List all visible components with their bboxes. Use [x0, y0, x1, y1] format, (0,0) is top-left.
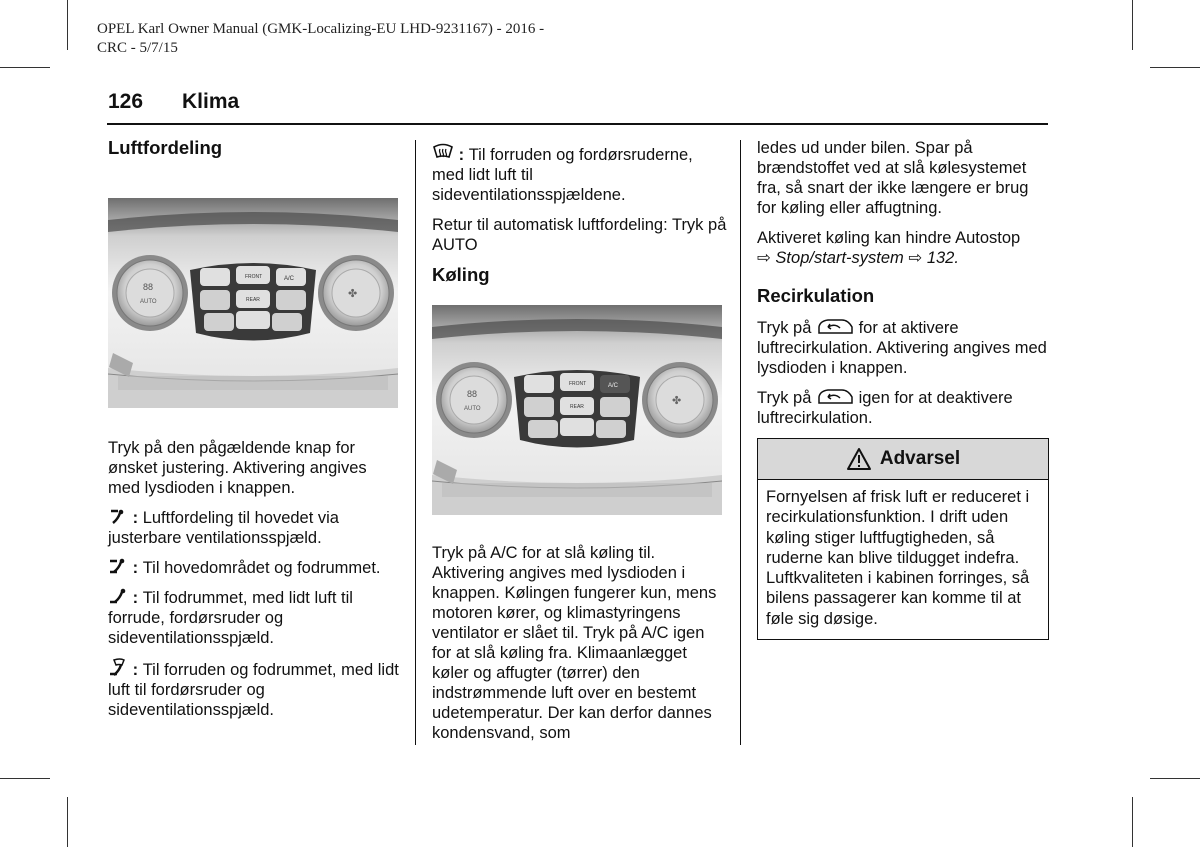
autostop-text: Aktiveret køling kan hindre Autostop [757, 229, 1021, 247]
page-title: Klima [182, 90, 240, 113]
windshield-defrost-icon [432, 143, 454, 163]
ac-label: A/C [284, 276, 295, 282]
climate-panel-ac-figure [432, 305, 722, 515]
recirc-on-post: for at aktivere luftrecirkulation. Aktivering angives med lysdioden i knappen. [757, 319, 1047, 377]
heading-luftfordeling: Luftfordeling [108, 137, 223, 158]
warning-header [758, 439, 1048, 480]
header-line-1: OPEL Karl Owner Manual (GMK-Localizing-EU LHD-9231167) - 2016 - [97, 21, 545, 37]
crop-mark [0, 67, 50, 68]
page-number: 126 [108, 90, 144, 113]
item-face-floor-vent: : Til hovedområdet og fodrummet. [108, 558, 400, 578]
manual-header [97, 20, 617, 58]
column-left [108, 138, 400, 730]
reference-link[interactable]: Stop/start-system [775, 249, 904, 267]
crop-mark [67, 0, 68, 50]
auto-label: AUTO [140, 299, 157, 305]
warning-box [757, 438, 1049, 640]
column-divider [740, 140, 741, 745]
heading-koling: Køling [432, 264, 490, 285]
header-line-2: CRC - 5/7/15 [97, 40, 178, 56]
svg-text:✤: ✤ [348, 287, 358, 300]
face-floor-vent-icon [108, 558, 128, 576]
warning-text: Fornyelsen af frisk luft er reduceret i recirkulationsfunktion. I drift uden køling stiger luftfugtigheden, så ruderne kan blive tildugget indefra. Luftkvaliteten i kabinen forringes, så bilens passagerer kan komme til at føle sig døsige. [766, 488, 1030, 628]
recirc-off-pre: Tryk på [757, 389, 812, 407]
recirculation-icon [816, 318, 854, 336]
reference-arrow-icon: ⇨ [757, 249, 771, 267]
heading-recirkulation: Recirkulation [757, 285, 875, 306]
autostop-paragraph [757, 228, 1049, 268]
reference-page: 132. [926, 249, 959, 267]
item-floor-vent: : Til fodrummet, med lidt luft til forrude, fordørsruder og sideventilationsspjæld. [108, 589, 353, 647]
floor-vent-icon [108, 588, 128, 606]
item-floor-defrost: : Til forruden og fodrummet, med lidt luft til fordørsruder og sideventilationsspjæld. [108, 658, 400, 720]
recirc-off-post: igen for at deaktivere luftrecirkulation. [757, 389, 1013, 427]
item-text: Luftfordeling til hovedet via justerbare ventilationsspjæld. [108, 509, 339, 547]
crop-mark [1150, 67, 1200, 68]
item-text: Til fodrummet, med lidt luft til forrude, fordørsruder og sideventilationsspjæld. [108, 589, 353, 647]
floor-defrost-icon [108, 658, 128, 678]
svg-text:✤: ✤ [672, 394, 682, 407]
reference-arrow-icon: ⇨ [908, 249, 923, 267]
face-vent-icon [108, 508, 128, 526]
item-defrost: : Til forruden og fordørsruderne, med lidt luft til sideventilationsspjældene. [432, 143, 728, 205]
column-right [757, 138, 1049, 640]
column-divider [415, 140, 416, 745]
crop-mark [67, 797, 68, 847]
item-face-vent: : Luftfordeling til hovedet via justerbare ventilationsspjæld. [108, 509, 339, 547]
temp-readout: 88 [143, 282, 154, 292]
item-text: Til hovedområdet og fodrummet. [142, 559, 381, 577]
warning-title: Advarsel [879, 448, 961, 469]
auto-label: AUTO [464, 406, 481, 412]
retur-text: Retur til automatisk luftfordeling: Tryk på AUTO [432, 216, 727, 254]
koling-text: Tryk på A/C for at slå køling til. Aktivering angives med lysdioden i knappen. Kølingen fungerer kun, mens motoren kører, og klimastyringens ventilator er slået til. Tryk på A/C igen for at slå køling fra. Klimaanlægget køler og affugter (tørrer) den indstrømmende luft over en bestemt udetemperatur. Der kan derfor dannes kondensvand, som [432, 544, 717, 742]
rear-label: REAR [570, 404, 584, 410]
crop-mark [1132, 797, 1133, 847]
warning-triangle-icon [846, 447, 872, 471]
front-label: FRONT [569, 381, 587, 387]
title-rule [107, 123, 1048, 125]
ac-label: A/C [608, 383, 619, 389]
item-text: Til forruden og fodrummet, med lidt luft til fordørsruder og sideventilationsspjæld. [108, 661, 399, 719]
temp-readout: 88 [467, 389, 478, 399]
continued-text: ledes ud under bilen. Spar på brændstoffet ved at slå kølesystemet fra, så snart der ikke længere er brug for køling eller affugtning. [757, 139, 1029, 217]
recirc-on-paragraph [757, 318, 1049, 378]
intro-text: Tryk på den pågældende knap for ønsket justering. Aktivering angives med lysdioden i knappen. [108, 439, 367, 497]
front-label: FRONT [245, 274, 263, 280]
item-text: Til forruden og fordørsruderne, med lidt luft til sideventilationsspjældene. [432, 146, 693, 204]
column-middle [432, 143, 728, 753]
crop-mark [1132, 0, 1133, 50]
recirculation-icon [816, 388, 854, 406]
recirc-off-paragraph [757, 388, 1049, 428]
rear-label: REAR [246, 297, 260, 303]
crop-mark [1150, 778, 1200, 779]
crop-mark [0, 778, 50, 779]
recirc-on-pre: Tryk på [757, 319, 812, 337]
climate-panel-figure [108, 198, 398, 408]
